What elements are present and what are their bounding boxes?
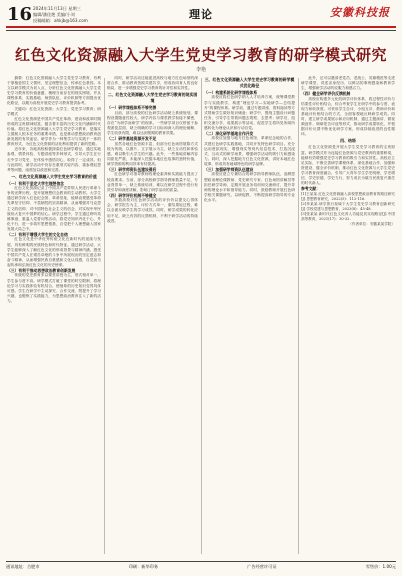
- footer-address: 通讯地址：合肥市: [6, 564, 40, 569]
- header-rule-thin: [6, 30, 396, 31]
- phone-line: 投稿邮箱：ahkjb@163.com: [33, 18, 88, 23]
- paragraph: 红色文化资源是中国共产党在革命、建设和改革时期形成的宝贵精神财富，蕴含着丰富的历史文化内涵和时代价值。将红色文化资源融入大学生党史学习教育，是落实立德树人根本任务的重要举措，也是推动思想政治教育创新发展的有效途径。研学作为一种集学习与实践于一体的教育形式，为红色文化资源的活化利用提供了新的思路。: [7, 116, 101, 147]
- column-divider: [201, 78, 202, 554]
- header-rule: [6, 26, 396, 28]
- reference-item: [3]张某某.新时代红色文化育人功能及其实现路径[J].中国高等教育，2021(17)：30-32.: [301, 211, 395, 221]
- reference-item: [2]李某某.研学旅行视域下大学生党史学习教育创新研究[J].学校党建与思想教育，2023(8)：45-48.: [301, 201, 395, 211]
- paragraph: 传统的党史教育多以课堂讲授为主，形式相对单一，学生参与度不高。研学模式打破了课堂的时空限制，将理论学习与实践体验有机结合，使抽象的历史知识变得具体可感。学生在研学中主动探究、合作交流，既提升了学习兴趣，也锻炼了实践能力，为思想政治教育注入了新的活力。: [7, 273, 101, 303]
- paragraph: 多数高校对红色研学活动的评价仍以提交心得体会、研学报告为主，评价方式单一，重结果轻过程，难以全面反映学生的学习成效。同时，研学成果的转化应用不足，缺乏有效的反馈机制，不利于研学活动的持续改进。: [107, 198, 198, 223]
- footer-price: 零售价：1.00元: [365, 564, 396, 569]
- author-affiliation: （作者单位：安徽某某学院）: [348, 221, 395, 226]
- paragraph: 红色研学对指导教师的理论素养和实践能力提出了较高要求。当前，部分高校研学指导教师数量不足，专业背景单一，缺乏系统培训，难以在研学过程中进行有效引导和深度讲解，影响了研学活动的质量。: [107, 172, 198, 192]
- keywords: 关键词：红色文化资源；大学生；党史学习教育；研学模式: [7, 106, 101, 116]
- subsection-heading: （一）研学课程体系不够完善: [107, 105, 157, 111]
- article-column-1: [7, 76, 101, 556]
- subsection-heading: （三）加强研学师资队伍建设: [204, 167, 254, 173]
- reference-item: [1]王某某.红色文化资源融入高校思想政治教育的路径研究[J].思想教育研究，2022(5)：112-116.: [301, 191, 395, 201]
- footer-rule: [6, 561, 396, 562]
- date-line: 2024年11月13日 星期三: [33, 6, 81, 11]
- article-column-3: [204, 76, 295, 556]
- article-column-4: [301, 76, 395, 556]
- paragraph: 高校应将红色研学纳入人才培养方案，统筹课堂教学与实践教学，构建“理论学习—实地研学—总结提升”的课程体系。研学前，通过专题讲座、资料阅读等方式帮助学生做好知识储备；研学中，围绕主题设计问题任务，引导学生带着问题去观察、去思考；研学后，组织交流分享、成果展示等活动，促进学生将所见所闻所感转化为理论认识和行动自觉。: [204, 95, 295, 130]
- column-divider: [104, 78, 105, 554]
- subsection-heading: （二）研学基地资源开发不足: [107, 136, 157, 142]
- paragraph: 高校应建立专兼结合的研学指导教师队伍，选聘思想政治理论课教师、党史研究专家、红色场馆讲解员等担任研学导师，定期开展业务培训和交流研讨，提升导师的理论水平和指导能力。同时，鼓励教师开展红色研学相关课题研究，以研促教，不断提高研学指导的专业化水平。: [204, 172, 295, 202]
- paragraph: 高校应构建多元化的研学评价体系，将过程性评价与结果性评价相结合，综合考查学生在研学中的参与度、表现力和收获度。可采用学生自评、小组互评、教师评价和基地评价相结合的方式，全面客观地反映研学成效。同时，建立研学成果展示和应用机制，通过主题演讲、微视频创作、调研报告评选等形式，推动研学成果转化，并根据评价反馈不断优化研学方案，形成持续改进的良性循环。: [301, 96, 395, 137]
- subsection-heading: （四）研学评价机制不够健全: [107, 192, 157, 198]
- paragraph: 红色文化资源是开展大学生党史学习教育的宝贵财富。研学模式作为连接红色资源与党史教育的重要桥梁，能够有效增强党史学习教育的吸引力和实效性。高校应立足实际，不断完善研学课程体系、深化基地合作、加强师资建设、健全评价机制，推动红色文化资源与大学生党史学习教育深度融合，引导广大青年学生学史明理、学史增信、学史崇德、学史力行，努力成长为堪当民族复兴重任的时代新人。: [301, 145, 395, 186]
- paragraph: 此外，还可以邀请老党员、老战士、英雄模范等走进研学课堂，讲述亲身经历，以鲜活的事例感染和教育学生，增强研学活动的说服力和感召力。: [301, 76, 395, 91]
- footer-license: 广告经营许可证: [247, 564, 277, 569]
- article-headline: 红色文化资源融入大学生党史学习教育的研学模式研究: [14, 46, 387, 64]
- section-heading: 三、红色文化资源融入大学生党史学习教育的研学模式优化路径: [204, 77, 295, 88]
- page-number: 16: [7, 4, 33, 25]
- editor-line: 编辑/潘佳艳 美编/小刘: [33, 12, 75, 17]
- section-title: 理论: [189, 8, 213, 21]
- subsection-heading: （二）有利于增强大学生的文化自信: [7, 232, 68, 238]
- subsection-heading: （一）有利于坚定大学生理想信念: [7, 180, 64, 186]
- paragraph: 红色文化资源记录了中国共产党带领人民进行革命斗争的光辉历程，是开展理想信念教育的生动教材。大学生通过研学深入红色纪念馆、革命旧址，能够直观感受革命先辈坚守信仰、不畏牺牲的崇高精神，从而增强对马克思主义的信仰、对中国特色社会主义的信念、对实现中华民族伟大复兴中国梦的信心。研学过程中，学生通过聆听英雄事迹、重温入党誓词等活动，将党史知识内化于心、外化于行，进一步筑牢思想根基，自觉把个人理想融入国家发展大局之中。: [7, 186, 101, 231]
- subsection-heading: （三）有利于推动思想政治教育创新发展: [7, 268, 76, 273]
- masthead-logo: 安徽科技报: [330, 6, 390, 19]
- section-heading: 一、红色文化资源融入大学生党史学习教育的价值: [11, 173, 97, 179]
- article-column-2: [107, 76, 198, 556]
- page-footer: [6, 564, 396, 570]
- paragraph: 同时，研学活动还能促进高校与地方红色场馆的深度合作，推动教育资源共建共享，形成协同育人的良好格局，进一步增强党史学习教育的针对性和实效性。: [107, 76, 198, 91]
- paragraph: 高校应加强与地方红色场馆、革命纪念地的合作，共建红色研学实践基地，共同开发特色研学项目。充分运用虚拟现实、增强现实等现代信息技术，打造沉浸式、互动式的研学场景，增强研学活动的吸引力和感染力。同时，深入挖掘地方红色文化资源，讲好本地红色故事，形成具有地域特色的研学品牌。: [204, 136, 295, 166]
- subsection-heading: （二）深化研学基地合作开发: [204, 131, 254, 137]
- subsection-heading: （一）构建系统化研学课程体系: [204, 90, 258, 95]
- paragraph: 虽然各地红色资源丰富，但部分红色场馆展陈方式较为传统，以图片、文字展示为主，缺乏互动性和体验感，难以吸引大学生的兴趣。此外，一些基地讲解内容同质化严重，未能深入挖掘本地红色故事的独特价值，研学资源的利用效率有待提高。: [107, 141, 198, 166]
- section-heading: 四、结语: [340, 138, 356, 144]
- article-byline: 李艳: [195, 67, 206, 73]
- subsection-heading: （三）研学师资队伍建设滞后: [107, 167, 157, 173]
- references-heading: 参考文献：: [301, 186, 320, 192]
- paragraph: 近年来，各地高校积极探索红色研学路径，通过实地参观、情景体验、专题讲座等多种形式，引导大学生在行走中学习党史、在体验中感悟初心，取得了一定成效。但与此同时，研学活动中仍存在重形式轻内容、重参观轻思考等问题，亟需加以改进和完善。: [7, 147, 101, 172]
- column-divider: [298, 78, 299, 554]
- footer-print: 印刷：新华印务: [128, 564, 159, 569]
- paragraph: 目前，部分高校的红色研学活动缺乏系统规划，课程设置随意性较大，研学内容与课堂教学衔接不紧密，存在“为研学而研学”的现象。一些研学项目仅停留于参观游览层面，缺乏明确的学习目标和深入的理论阐释，学生收获有限，难以达到预期的教育效果。: [107, 110, 198, 136]
- section-heading: 二、红色文化资源融入大学生党史学习教育的现实困境: [107, 92, 198, 104]
- paragraph: 红色文化是中华优秀传统文化在新时代的延续与发展，具有鲜明的民族特色和时代特征。通过研学活动，大学生能够深入了解红色文化的形成背景与精神内涵，感受中国共产党人在艰苦卓绝的斗争中所展现出的坚定意志和奋斗精神，从而增强民族自豪感和文化认同感，自觉担当起传承和弘扬红色文化的历史使命。: [7, 237, 101, 267]
- subsection-heading: （四）健全研学评价反馈机制: [301, 91, 351, 97]
- abstract: 摘要：红色文化资源融入大学生党史学习教育，有利于厚植爱国主义情怀，坚定理想信念，传承红色基因。本文以研学模式为切入点，分析红色文化资源融入大学生党史学习教育的价值意蕴，梳理当前存在的现实困境，并从课程体系、实践基地、师资队伍、评价机制等方面提出优化路径，以期为高校开展党史学习教育提供参考。: [7, 76, 101, 106]
